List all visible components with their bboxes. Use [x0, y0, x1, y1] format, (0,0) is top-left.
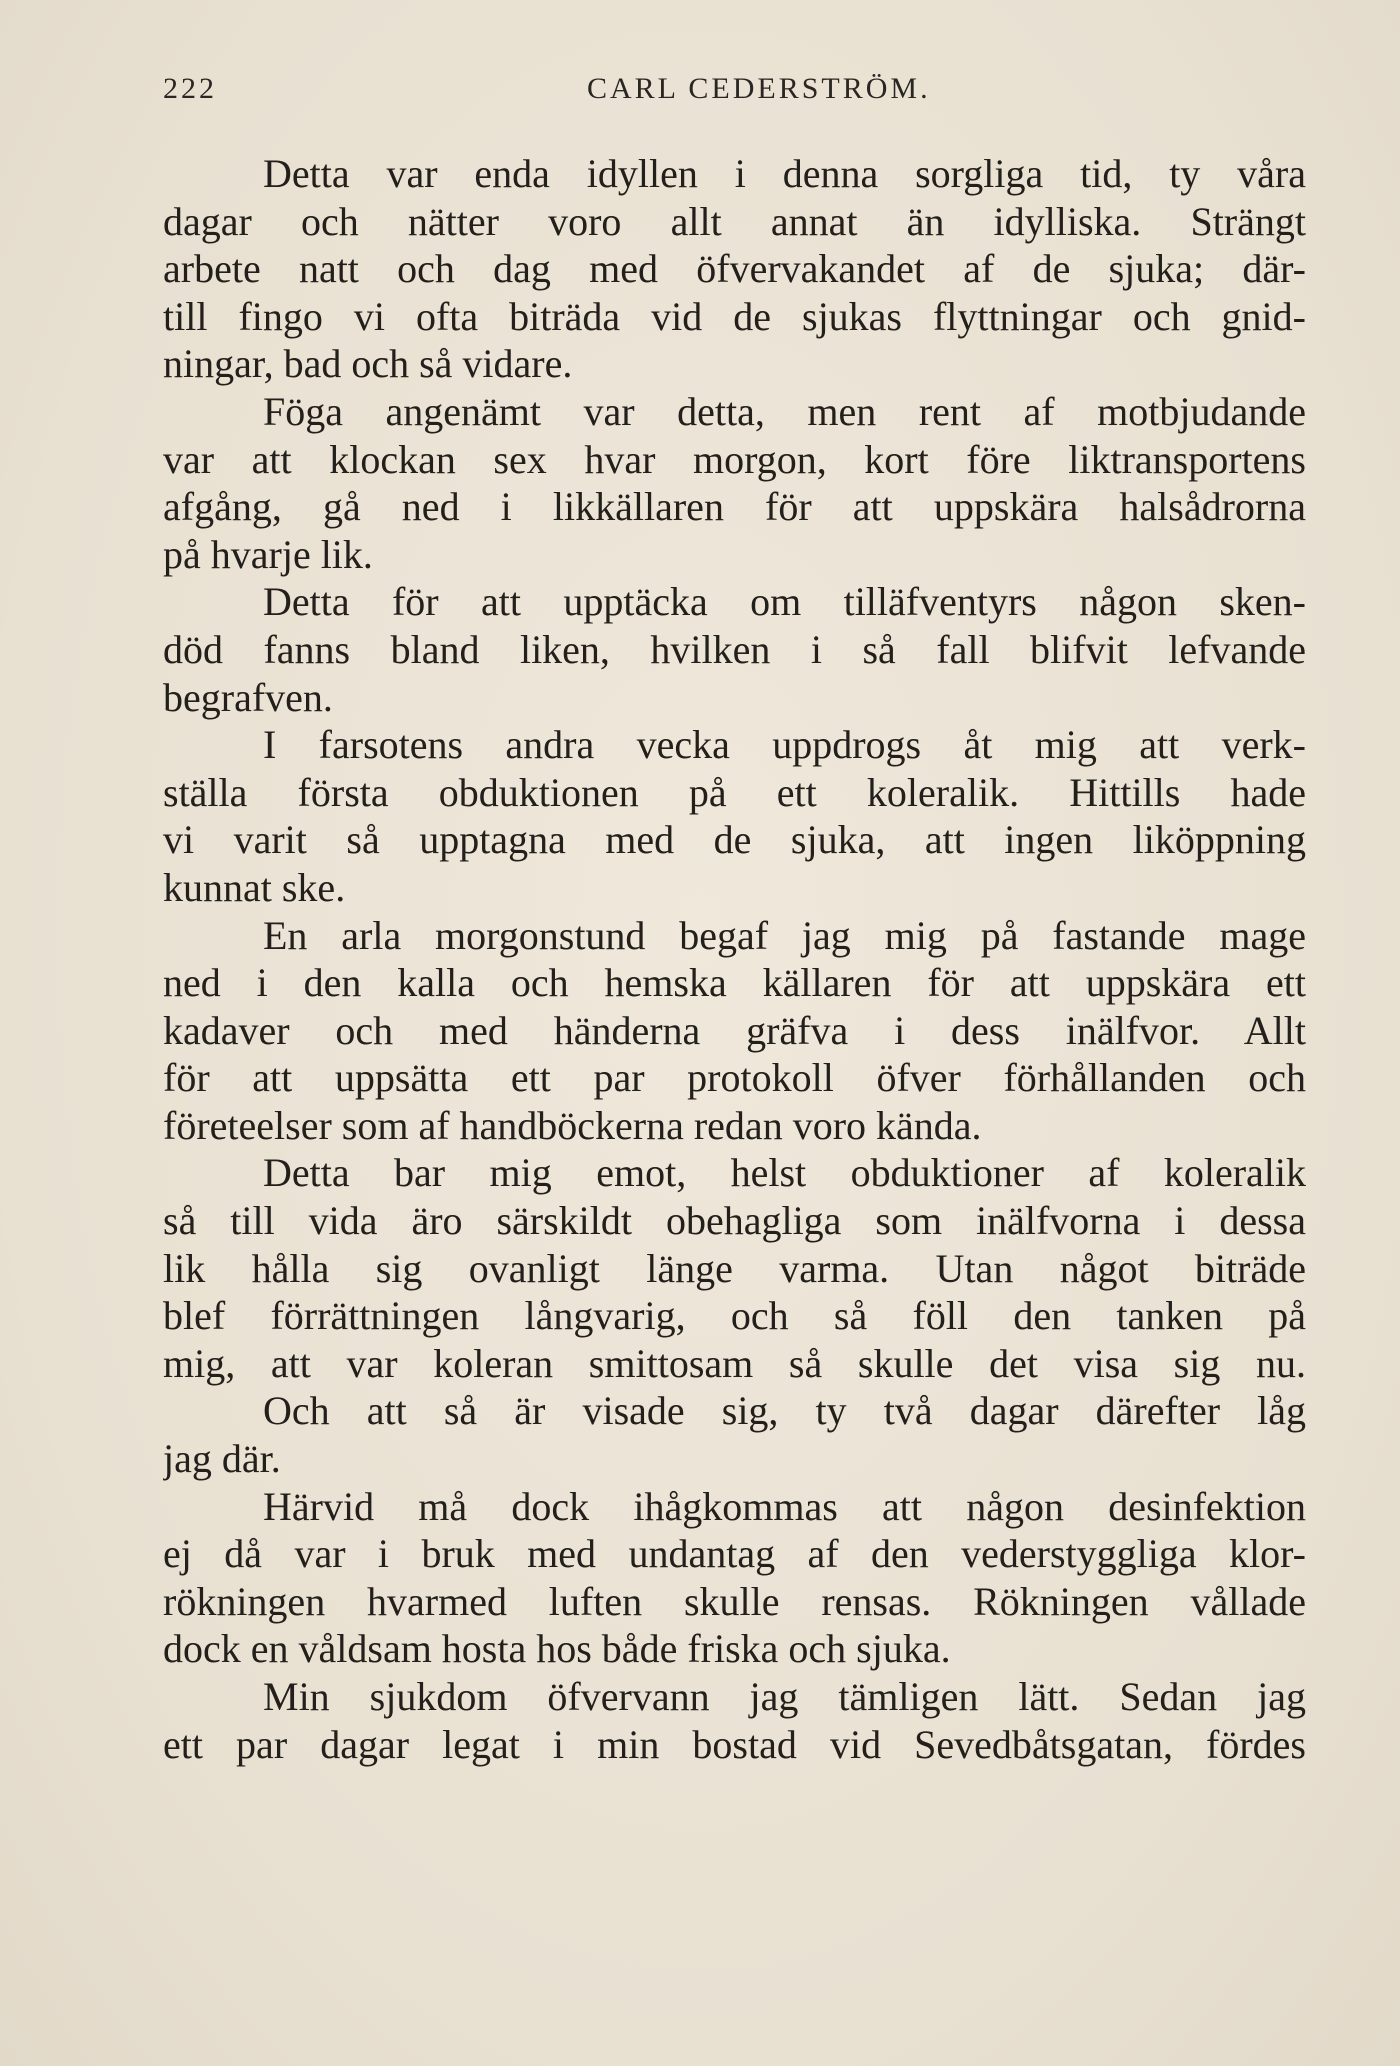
- text-line: jag där.: [163, 1436, 281, 1482]
- text-line: dagar och nätter voro allt annat än idylliska. Strängt: [163, 198, 1306, 244]
- text-line: var att klockan sex hvar morgon, kort före liktransportens: [163, 436, 1306, 482]
- text-line: blef förrättningen långvarig, och så föll den tanken på: [163, 1293, 1306, 1339]
- text-line: till fingo vi ofta biträda vid de sjukas flyttningar och gnid-: [163, 293, 1306, 339]
- page-header: [163, 72, 1306, 122]
- text-line: ningar, bad och så vidare.: [163, 341, 573, 387]
- text-line: En arla morgonstund begaf jag mig på fastande mage: [263, 912, 1306, 958]
- text-line: på hvarje lik.: [163, 531, 373, 577]
- text-line: Och att så är visade sig, ty två dagar därefter låg: [263, 1388, 1306, 1434]
- text-line: ställa första obduktionen på ett koleralik. Hittills hade: [163, 769, 1306, 815]
- page-number: 222: [163, 72, 217, 105]
- text-line: Min sjukdom öfvervann jag tämligen lätt. Sedan jag: [263, 1674, 1306, 1719]
- text-line: död fanns bland liken, hvilken i så fall blifvit lefvande: [163, 626, 1306, 672]
- running-head: CARL CEDERSTRÖM.: [587, 72, 931, 105]
- text-line: kadaver och med händerna gräfva i dess inälfvor. Allt: [163, 1007, 1306, 1053]
- text-line: afgång, gå ned i likkällaren för att uppskära halsådrorna: [163, 484, 1306, 530]
- text-line: kunnat ske.: [163, 864, 346, 910]
- text-line: ett par dagar legat i min bostad vid Sevedbåtsgatan, fördes: [163, 1721, 1306, 1767]
- text-line: företeelser som af handböckerna redan voro kända.: [163, 1102, 982, 1148]
- text-line: Föga angenämt var detta, men rent af motbjudande: [263, 388, 1306, 434]
- body-text: [163, 150, 1306, 1768]
- text-line: vi varit så upptagna med de sjuka, att ingen liköppning: [163, 817, 1306, 863]
- text-line: arbete natt och dag med öfvervakandet af de sjuka; där-: [163, 246, 1306, 292]
- text-line: Detta bar mig emot, helst obduktioner af koleralik: [263, 1150, 1306, 1196]
- text-line: så till vida äro särskildt obehagliga som inälfvorna i dessa: [163, 1198, 1306, 1244]
- text-line: för att uppsätta ett par protokoll öfver förhållanden och: [163, 1055, 1306, 1101]
- text-line: ned i den kalla och hemska källaren för att uppskära ett: [163, 960, 1306, 1006]
- text-line: rökningen hvarmed luften skulle rensas. Rökningen vållade: [163, 1578, 1306, 1624]
- text-line: Detta för att upptäcka om tilläfventyrs någon sken-: [263, 579, 1306, 625]
- text-line: begrafven.: [163, 674, 333, 720]
- text-line: dock en våldsam hosta hos både friska och sjuka.: [163, 1626, 951, 1672]
- text-line: I farsotens andra vecka uppdrogs åt mig att verk-: [263, 722, 1306, 768]
- text-line: lik hålla sig ovanligt länge varma. Utan något biträde: [163, 1245, 1306, 1291]
- text-line: mig, att var koleran smittosam så skulle det visa sig nu.: [163, 1340, 1306, 1386]
- text-line: ej då var i bruk med undantag af den vederstyggliga klor-: [163, 1531, 1306, 1577]
- text-line: Detta var enda idyllen i denna sorgliga tid, ty våra: [263, 151, 1306, 196]
- text-line: Härvid må dock ihågkommas att någon desinfektion: [263, 1483, 1306, 1529]
